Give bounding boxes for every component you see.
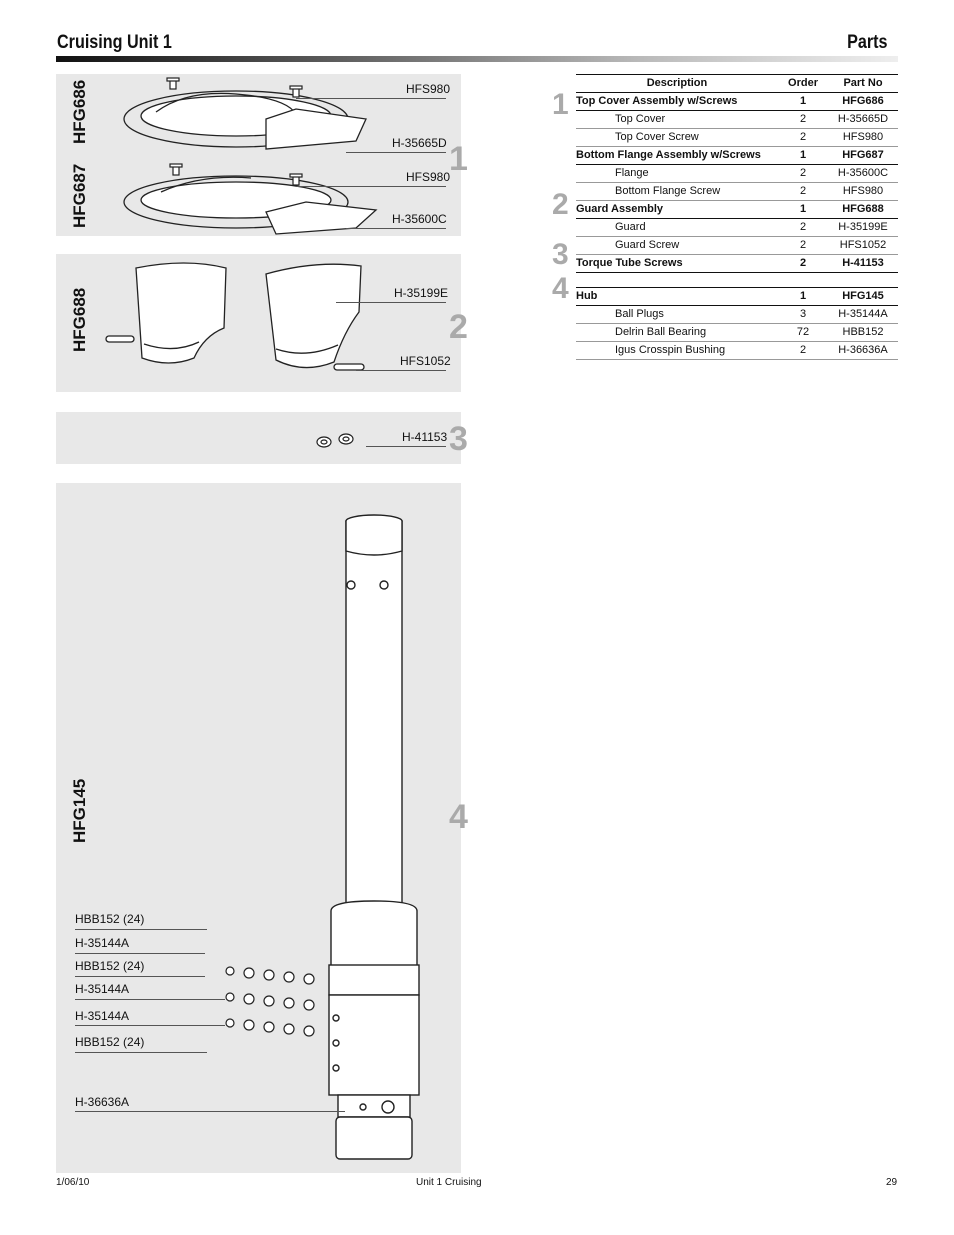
leader-line [346,228,446,229]
page-number: 29 [886,1177,898,1188]
row-part-no: HFG687 [828,147,898,165]
label-hfg687: HFG687 [70,163,89,228]
label-hfg688: HFG688 [70,287,89,352]
table-row [576,255,898,273]
row-order: 2 [778,111,828,129]
row-order: 3 [778,306,828,324]
row-part-no: HBB152 [828,324,898,342]
row-part-no: HFG145 [828,288,898,306]
row-order: 1 [778,201,828,219]
row-order: 72 [778,324,828,342]
leader-line [75,1111,345,1112]
row-description: Torque Tube Screws [576,255,778,273]
callout-hfs980-a: HFS980 [406,82,451,96]
callout-hfs1052: HFS1052 [400,354,451,368]
table-row [576,111,898,129]
row-order: 1 [778,288,828,306]
leader-line [75,953,205,954]
callout-hfs980-b: HFS980 [406,170,451,184]
row-description: Ball Plugs [576,306,778,324]
row-order: 2 [778,129,828,147]
parts-table [576,74,898,360]
row-part-no: H-41153 [828,255,898,273]
leader-line [75,1025,225,1026]
hub-drawing [216,503,436,1163]
panel-guard [56,254,461,392]
row-description: Flange [576,165,778,183]
leader-line [366,446,446,447]
table-row [576,324,898,342]
footer-date: 1/06/10 [56,1177,90,1188]
table-row [576,342,898,360]
callout-h35144a-a: H-35144A [75,936,130,950]
table-group-3: 3 [552,238,569,271]
row-order: 1 [778,147,828,165]
row-part-no: HFS980 [828,129,898,147]
row-description: Guard Screw [576,237,778,255]
panel-number-4: 4 [449,798,468,836]
row-order: 2 [778,237,828,255]
row-order: 1 [778,93,828,111]
leader-line [296,186,446,187]
leader-line [75,999,225,1000]
row-description: Top Cover [576,111,778,129]
table-row [576,129,898,147]
callout-h41153: H-41153 [402,430,448,444]
row-order: 2 [778,342,828,360]
row-order: 2 [778,219,828,237]
table-group-1: 1 [552,88,569,121]
table-row [576,165,898,183]
header-description: Description [576,75,778,93]
table-row [576,201,898,219]
row-order: 2 [778,183,828,201]
callout-h36636a: H-36636A [75,1095,130,1109]
table-row [576,219,898,237]
label-hfg145: HFG145 [70,778,89,843]
guard-drawing [96,254,396,392]
row-description: Guard Assembly [576,201,778,219]
row-part-no: HFG686 [828,93,898,111]
row-part-no: HFS1052 [828,237,898,255]
row-description: Bottom Flange Assembly w/Screws [576,147,778,165]
header-order: Order [778,75,828,93]
leader-line [346,152,446,153]
callout-h35600c: H-35600C [392,212,447,226]
callout-h35665d: H-35665D [392,136,447,150]
table-row [576,288,898,306]
panel-torque-screws [56,412,461,464]
row-part-no: HFS980 [828,183,898,201]
table-row [576,147,898,165]
leader-line [75,1052,207,1053]
panel-hub [56,483,461,1173]
leader-line [75,976,205,977]
table-group-2: 2 [552,188,569,221]
panel-number-2: 2 [449,308,468,346]
leader-line [296,98,446,99]
table-group-4: 4 [552,272,569,305]
table-row [576,237,898,255]
row-part-no: H-35144A [828,306,898,324]
row-part-no: H-35600C [828,165,898,183]
footer-center: Unit 1 Cruising [416,1177,482,1188]
row-description: Bottom Flange Screw [576,183,778,201]
row-description: Top Cover Assembly w/Screws [576,93,778,111]
leader-line [336,302,446,303]
panel-number-3: 3 [449,420,468,458]
callout-hbb152-a: HBB152 (24) [75,912,145,926]
callout-hbb152-b: HBB152 (24) [75,959,145,973]
header-part-no: Part No [828,75,898,93]
row-part-no: HFG688 [828,201,898,219]
row-description: Igus Crosspin Bushing [576,342,778,360]
table-row [576,183,898,201]
panel-cover-flange [56,74,461,236]
row-part-no: H-35199E [828,219,898,237]
row-part-no: H-35665D [828,111,898,129]
row-description: Hub [576,288,778,306]
table-header [576,75,898,93]
row-description: Guard [576,219,778,237]
torque-screws-drawing [314,430,360,450]
row-order: 2 [778,255,828,273]
leader-line [356,370,446,371]
leader-line [75,929,207,930]
callout-h35144a-b: H-35144A [75,982,130,996]
table-row [576,93,898,111]
callout-hbb152-c: HBB152 (24) [75,1035,145,1049]
page-title: Cruising Unit 1 [57,32,172,53]
table-spacer [576,273,898,288]
callout-h35199e: H-35199E [394,286,449,300]
section-title: Parts [847,32,888,53]
panel-number-1: 1 [449,140,468,178]
row-description: Delrin Ball Bearing [576,324,778,342]
row-order: 2 [778,165,828,183]
callout-h35144a-c: H-35144A [75,1009,130,1023]
row-description: Top Cover Screw [576,129,778,147]
row-part-no: H-36636A [828,342,898,360]
label-hfg686: HFG686 [70,79,89,144]
header-rule [56,56,898,62]
table-row [576,306,898,324]
